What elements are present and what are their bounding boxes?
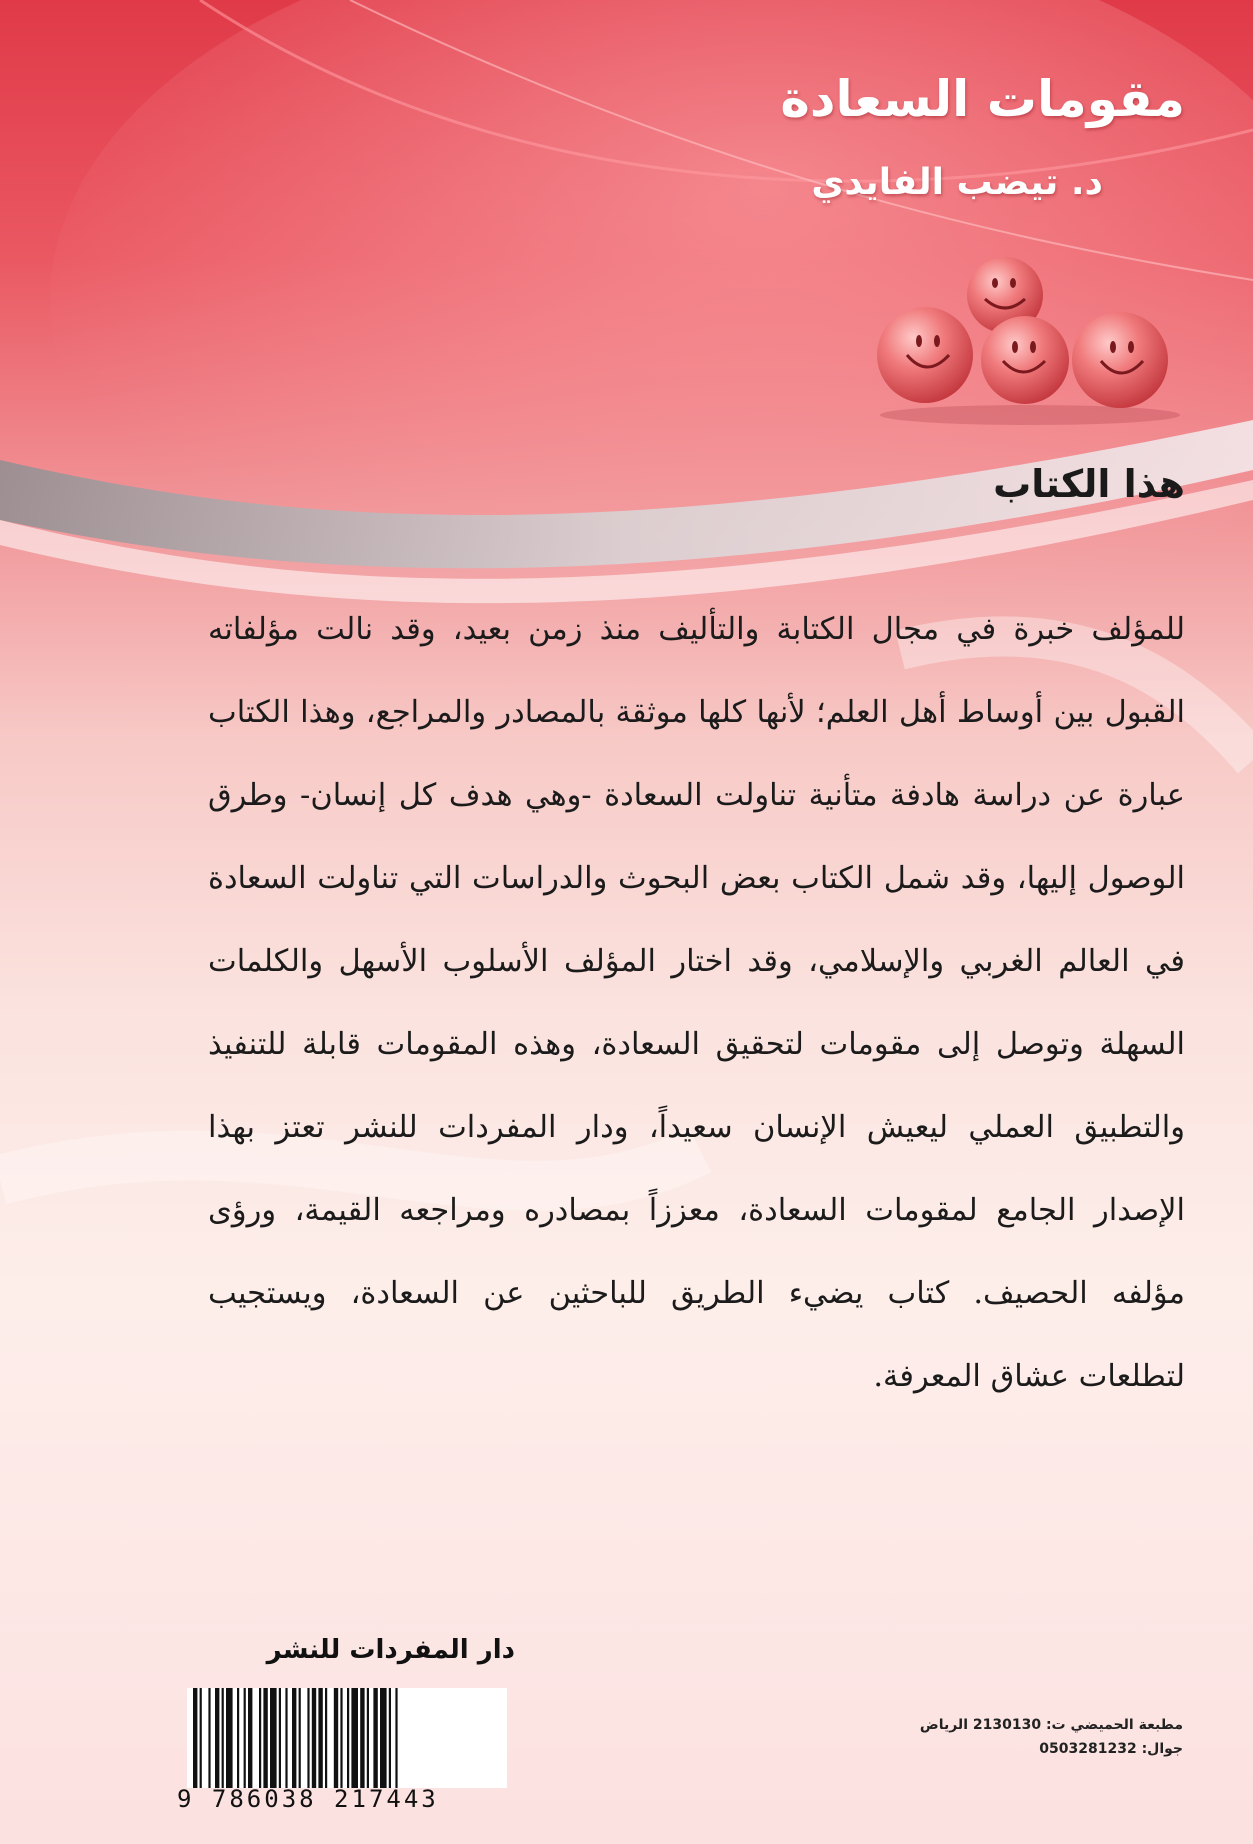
printer-address: مطبعة الحميضي ت: 2130130 الرياض: [919, 1717, 1183, 1733]
smiley-balls-illustration: [865, 255, 1185, 425]
book-description: للمؤلف خبرة في مجال الكتابة والتأليف منذ زمن بعيد، وقد نالت مؤلفاته القبول بين أوساط أهل العلم؛ لأنها كلها موثقة بالمصادر والمراجع، وهذا الكتاب عبارة عن دراسة هادفة متأنية تناولت السعادة -وهي هدف كل إنسان- وطرق الوصول إليها، وقد شمل الكتاب بعض البحوث والدراسات التي تناولت السعادة في العالم الغربي والإسلامي، وقد اختار المؤلف الأسلوب الأسهل والكلمات السهلة وتوصل إلى مقومات لتحقيق السعادة، وهذه المقومات قابلة للتنفيذ والتطبيق العملي ليعيش الإنسان سعيداً، ودار المفردات للنشر تعتز بهذا الإصدار الجامع لمقومات السعادة، معززاً بمصادره ومراجعه القيمة، ورؤى مؤلفه الحصيف. كتاب يضيء الطريق للباحثين عن السعادة، ويستجيب لتطلعات عشاق المعرفة.: [208, 612, 1185, 1394]
isbn-number: 9 786038 217443: [177, 1785, 439, 1813]
barcode: [187, 1688, 507, 1788]
publisher-name: دار المفردات للنشر: [266, 1635, 515, 1665]
smiley-ball-left-icon: [877, 307, 973, 403]
smiley-ball-right-icon: [1072, 312, 1168, 408]
smiley-ball-center-icon: [981, 316, 1069, 404]
printer-mobile: جوال: 0503281232: [1039, 1741, 1183, 1757]
book-title: مقومات السعادة: [780, 70, 1185, 128]
printer-info: [843, 1713, 1183, 1761]
author-name: د. تيضب الفايدي: [811, 162, 1103, 203]
section-heading: هذا الكتاب: [993, 462, 1185, 506]
